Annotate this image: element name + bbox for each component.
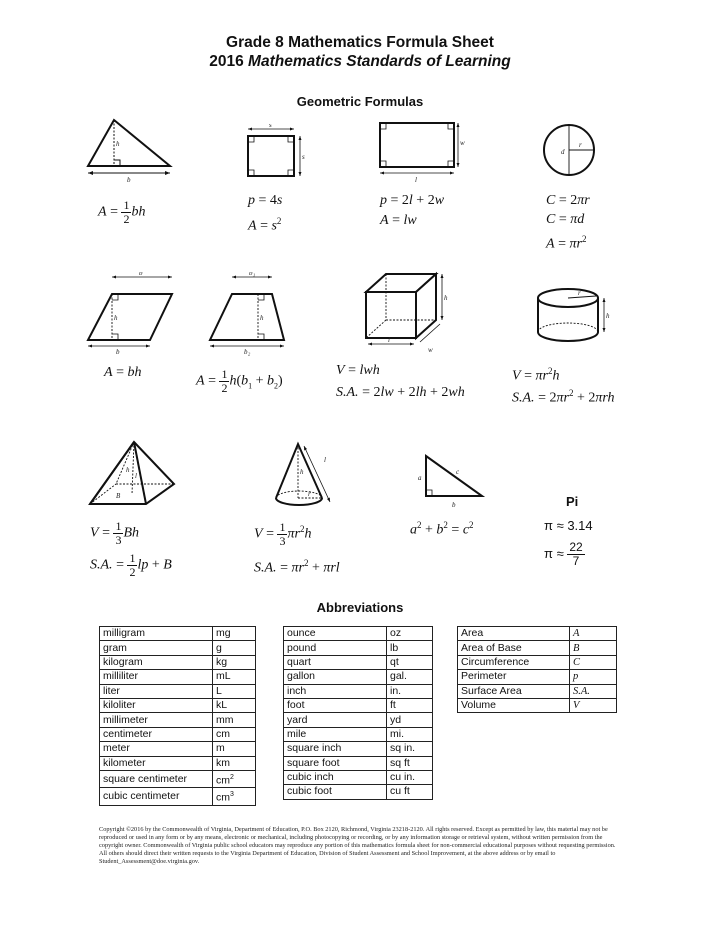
table-row xyxy=(458,698,617,712)
table-row xyxy=(458,670,617,684)
table-row xyxy=(284,641,433,655)
unit-abbreviation: gal. xyxy=(387,670,433,684)
sheet-subtitle xyxy=(0,53,720,71)
circle-area-formula: $A = \pi r^2$ xyxy=(546,234,587,252)
cone-volume-formula: V = $\frac{1}{3}$ $\pi r^2h$ xyxy=(254,519,312,548)
pi-numerator: 22 xyxy=(569,540,583,554)
label-l: l xyxy=(415,176,417,184)
customary-units-table xyxy=(283,626,433,800)
parallelogram-figure xyxy=(82,272,182,356)
label-c: c xyxy=(456,468,460,476)
unit-name: gram xyxy=(100,641,213,655)
table-row xyxy=(100,655,256,669)
table-row xyxy=(100,742,256,756)
label-d: d xyxy=(561,148,565,156)
right-triangle-figure xyxy=(410,452,490,514)
unit-name: square foot xyxy=(284,756,387,770)
table-row xyxy=(100,770,256,788)
square-area-formula: $A = s^2$ xyxy=(248,216,282,234)
table-row xyxy=(284,684,433,698)
unit-name: cubic foot xyxy=(284,785,387,799)
label-b-rt: b xyxy=(452,501,456,509)
unit-abbreviation: sq in. xyxy=(387,742,433,756)
unit-name: kilometer xyxy=(100,756,213,770)
unit-name: ounce xyxy=(284,627,387,641)
label-s-side: s xyxy=(302,153,305,161)
label-h-trap: h xyxy=(260,314,264,322)
parallelogram-area-formula: A = bh xyxy=(104,365,142,380)
label-h-pyr: h xyxy=(126,466,130,474)
unit-abbreviation: mm xyxy=(213,713,256,727)
unit-abbreviation: sq ft xyxy=(387,756,433,770)
circumference-formula-d: C = πd xyxy=(546,212,585,227)
unit-abbreviation: mL xyxy=(213,670,256,684)
subtitle-year: 2016 xyxy=(209,53,244,70)
rectangle-figure xyxy=(374,118,470,186)
unit-abbreviation: g xyxy=(213,641,256,655)
unit-name: Volume xyxy=(458,698,570,712)
unit-abbreviation: cm xyxy=(213,727,256,741)
table-row xyxy=(284,670,433,684)
unit-abbreviation: cu in. xyxy=(387,770,433,784)
label-h: h xyxy=(116,140,120,148)
unit-abbreviation: $cm^3$ xyxy=(213,788,256,806)
unit-abbreviation: m xyxy=(213,742,256,756)
unit-abbreviation: A xyxy=(570,627,617,641)
unit-abbreviation: p xyxy=(570,670,617,684)
geometric-formulas-heading: Geometric Formulas xyxy=(296,94,424,109)
unit-abbreviation: ft xyxy=(387,698,433,712)
pythagorean-formula: $a^2 + b^2 = c^2$ xyxy=(410,520,474,538)
label-l-cone: l xyxy=(324,456,326,464)
label-h-cyl: h xyxy=(606,312,610,320)
rectangular-prism-figure xyxy=(358,266,470,358)
unit-name: centimeter xyxy=(100,727,213,741)
label-s-top: s xyxy=(269,124,272,129)
label-b-bottom: b xyxy=(116,348,120,356)
cone-figure xyxy=(268,440,348,518)
circumference-formula-r: C = 2πr xyxy=(546,193,590,208)
unit-name: square inch xyxy=(284,742,387,756)
label-h-cone: h xyxy=(300,468,304,476)
prism-surface-area-formula: S.A. = 2lw + 2lh + 2wh xyxy=(336,385,465,400)
svg-text:2: 2 xyxy=(248,351,251,356)
unit-name: quart xyxy=(284,655,387,669)
label-b: b xyxy=(127,176,131,184)
unit-abbreviation: km xyxy=(213,756,256,770)
label-r-cyl: r xyxy=(578,289,581,297)
triangle-area-formula: A = $\frac{1}{2}$ bh xyxy=(98,198,146,226)
unit-abbreviation: $cm^2$ xyxy=(213,770,256,788)
table-row xyxy=(100,641,256,655)
copyright-notice: Copyright ©2016 by the Commonwealth of Virginia, Department of Education, P.O. Box 2120, Richmond, Virginia 23218-2120. All rights reserved. Except as permitted by law, this material may not be reproduced or used in any form or by any means, electronic or mechanical, including photocopying or recording, or by any information storage or retrieval system, without written permission from the copyright owner. Commonwealth of Virginia public school educators may reproduce any portion of this mathematics formula sheet for non-commercial educational purposes without requesting permission. All others should direct their written requests to the Virginia Department of Education, Division of Student Assessment and School Improvement, at the above address or by email to Student_Assessment@doe.virginia.gov. xyxy=(99,826,616,865)
label-b1: b xyxy=(249,272,253,277)
unit-name: milligram xyxy=(100,627,213,641)
metric-units-table xyxy=(99,626,256,806)
table-row xyxy=(458,627,617,641)
label-w-prism: w xyxy=(428,346,433,354)
label-b-top: b xyxy=(139,272,143,277)
unit-abbreviation: B xyxy=(570,641,617,655)
sheet-title: Grade 8 Mathematics Formula Sheet xyxy=(226,34,494,51)
label-h-par: h xyxy=(114,314,118,322)
label-r-cone: r xyxy=(308,490,311,498)
label-l-prism: l xyxy=(388,336,390,344)
label-h-prism: h xyxy=(444,294,448,302)
table-row xyxy=(284,756,433,770)
pi-denominator: 7 xyxy=(572,554,580,568)
unit-name: milliliter xyxy=(100,670,213,684)
unit-name: kilogram xyxy=(100,655,213,669)
table-row xyxy=(458,641,617,655)
unit-abbreviation: mg xyxy=(213,627,256,641)
unit-name: Perimeter xyxy=(458,670,570,684)
cylinder-figure xyxy=(532,280,612,354)
table-row xyxy=(100,670,256,684)
unit-name: Area xyxy=(458,627,570,641)
square-perimeter-formula: p = 4s xyxy=(248,193,283,208)
table-row xyxy=(100,788,256,806)
table-row xyxy=(458,684,617,698)
unit-abbreviation: oz xyxy=(387,627,433,641)
label-B-pyr: B xyxy=(116,492,121,500)
unit-abbreviation: yd xyxy=(387,713,433,727)
table-row xyxy=(284,655,433,669)
table-row xyxy=(100,727,256,741)
trapezoid-area-formula: A = $\frac{1}{2}$ $h(b_1 + b_2)$ xyxy=(196,367,283,395)
unit-abbreviation: qt xyxy=(387,655,433,669)
unit-abbreviation: S.A. xyxy=(570,684,617,698)
unit-name: kiloliter xyxy=(100,698,213,712)
rectangle-perimeter-formula: p = 2l + 2w xyxy=(380,193,445,208)
cylinder-volume-formula: $V = \pi r^2h$ xyxy=(512,366,560,384)
table-row xyxy=(100,684,256,698)
subtitle-standards: Mathematics Standards of Learning xyxy=(248,53,511,70)
unit-abbreviation: L xyxy=(213,684,256,698)
unit-name: pound xyxy=(284,641,387,655)
table-row xyxy=(284,727,433,741)
table-row xyxy=(100,713,256,727)
label-w: w xyxy=(460,139,465,147)
pi-approx-fraction xyxy=(544,541,585,568)
unit-abbreviation: kL xyxy=(213,698,256,712)
cylinder-surface-area-formula: S.A. = $2\pi r^2 + 2\pi rh$ xyxy=(512,388,615,406)
unit-name: meter xyxy=(100,742,213,756)
table-row xyxy=(284,627,433,641)
unit-name: Circumference xyxy=(458,655,570,669)
table-row xyxy=(100,698,256,712)
trapezoid-figure xyxy=(204,272,300,356)
rectangle-area-formula: A = lw xyxy=(380,213,417,228)
unit-name: Area of Base xyxy=(458,641,570,655)
unit-abbreviation: lb xyxy=(387,641,433,655)
pyramid-volume-formula: V = $\frac{1}{3}$ Bh xyxy=(90,519,140,547)
label-a: a xyxy=(418,474,422,482)
unit-abbreviation: C xyxy=(570,655,617,669)
unit-name: yard xyxy=(284,713,387,727)
unit-name: inch xyxy=(284,684,387,698)
abbreviations-heading: Abbreviations xyxy=(316,600,404,615)
unit-abbreviation: kg xyxy=(213,655,256,669)
unit-name: millimeter xyxy=(100,713,213,727)
table-row xyxy=(284,698,433,712)
pyramid-surface-area-formula: S.A. = $\frac{1}{2}$ lp + B xyxy=(90,551,172,579)
unit-name: cubic inch xyxy=(284,770,387,784)
table-row xyxy=(100,756,256,770)
table-row xyxy=(284,785,433,799)
pi-title: Pi xyxy=(566,494,579,509)
prism-volume-formula: V = lwh xyxy=(336,363,380,378)
unit-name: square centimeter xyxy=(100,770,213,788)
label-b2: b xyxy=(244,348,248,356)
label-r: r xyxy=(579,141,582,149)
label-l-pyr: l xyxy=(135,472,137,480)
unit-abbreviation: V xyxy=(570,698,617,712)
unit-abbreviation: cu ft xyxy=(387,785,433,799)
unit-name: foot xyxy=(284,698,387,712)
triangle-figure xyxy=(82,116,182,184)
pi-approx-prefix: π ≈ xyxy=(544,545,564,561)
pi-approx-decimal: π ≈ 3.14 xyxy=(544,518,593,533)
variables-table xyxy=(457,626,617,713)
table-row xyxy=(458,655,617,669)
svg-text:1: 1 xyxy=(253,272,256,278)
pyramid-figure xyxy=(86,438,186,518)
unit-name: gallon xyxy=(284,670,387,684)
circle-figure xyxy=(538,120,602,184)
unit-name: cubic centimeter xyxy=(100,788,213,806)
unit-name: mile xyxy=(284,727,387,741)
table-row xyxy=(100,627,256,641)
table-row xyxy=(284,742,433,756)
table-row xyxy=(284,770,433,784)
unit-abbreviation: mi. xyxy=(387,727,433,741)
unit-name: liter xyxy=(100,684,213,698)
unit-abbreviation: in. xyxy=(387,684,433,698)
square-figure xyxy=(242,124,308,184)
unit-name: Surface Area xyxy=(458,684,570,698)
table-row xyxy=(284,713,433,727)
cone-surface-area-formula: S.A. = $\pi r^2 + \pi rl$ xyxy=(254,558,340,576)
